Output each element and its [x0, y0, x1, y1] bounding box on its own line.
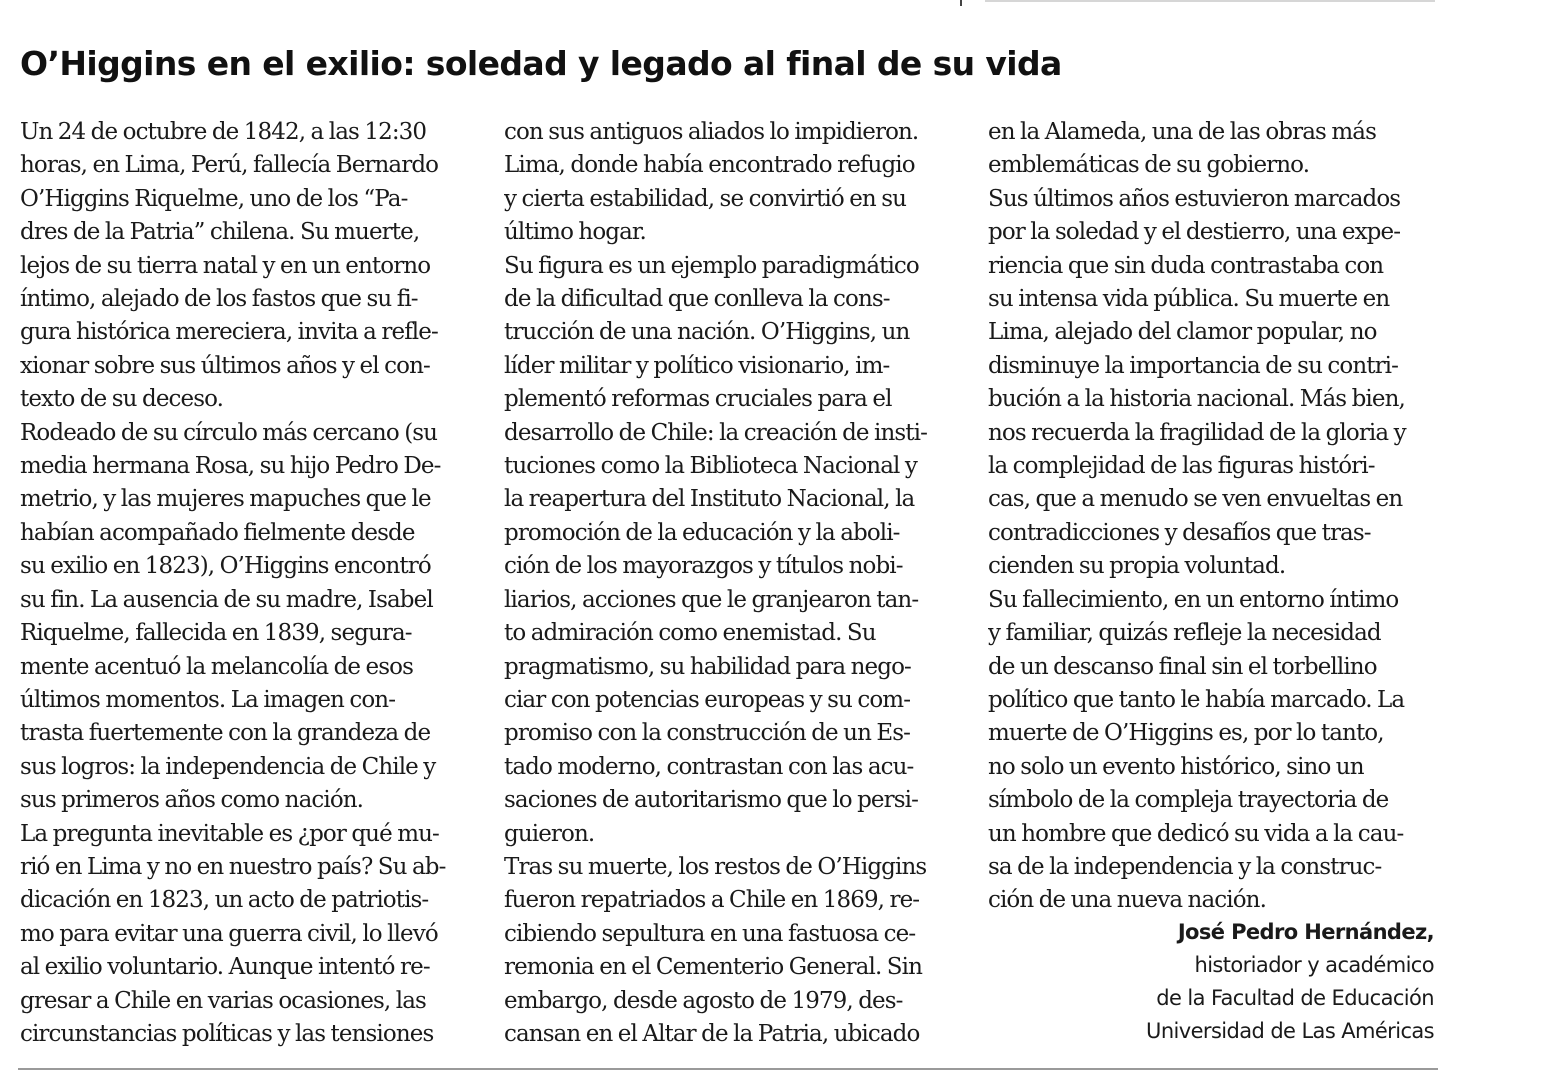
- article-text-line: trasta fuertemente con la grandeza de: [20, 720, 431, 747]
- article-text-line: dres de la Patria” chilena. Su muerte,: [20, 219, 420, 246]
- article-text-line: promiso con la construcción de un Es-: [504, 720, 911, 747]
- article-text-line: tado moderno, contrastan con las acu-: [504, 753, 914, 780]
- article-text-line: la reapertura del Instituto Nacional, la: [504, 486, 915, 513]
- article-text-line: mo para evitar una guerra civil, lo llevó: [20, 920, 438, 947]
- article-text-line: promoción de la educación y la aboli-: [504, 519, 900, 546]
- article-text-line: lejos de su tierra natal y en un entorno: [20, 252, 431, 279]
- author-name: José Pedro Hernández,: [1177, 920, 1434, 944]
- article-text-line: media hermana Rosa, su hijo Pedro De-: [20, 453, 441, 480]
- article-text-line: gura histórica mereciera, invita a refle-: [20, 319, 438, 346]
- article-text-line: texto de su deceso.: [20, 386, 224, 413]
- author-university: Universidad de Las Américas: [1146, 1019, 1434, 1043]
- article-text-line: Un 24 de octubre de 1842, a las 12:30: [20, 119, 427, 145]
- article-text-line: un hombre que dedicó su vida a la cau-: [988, 820, 1404, 847]
- article-text-line: contradicciones y desafíos que tras-: [988, 519, 1371, 546]
- article-text-line: Riquelme, fallecida en 1839, segura-: [20, 620, 412, 647]
- article-text-line: símbolo de la compleja trayectoria de: [988, 787, 1389, 814]
- article-text-line: cibiendo sepultura en una fastuosa ce-: [504, 920, 916, 947]
- article-text-line: político que tanto le había marcado. La: [988, 686, 1405, 713]
- top-divider-tick: [960, 0, 962, 6]
- article-text-line: en la Alameda, una de las obras más: [988, 119, 1376, 145]
- article-text-line: Lima, alejado del clamor popular, no: [988, 319, 1377, 346]
- top-divider-rule: [985, 0, 1435, 6]
- article-text-line: líder militar y político visionario, im-: [504, 352, 890, 379]
- article-column-1: [20, 116, 480, 1051]
- author-role: historiador y académico: [1194, 953, 1434, 977]
- article-text-line: su fin. La ausencia de su madre, Isabel: [20, 586, 433, 613]
- article-text-line: to admiración como enemistad. Su: [504, 620, 876, 647]
- article-text-line: por la soledad y el destierro, una expe-: [988, 219, 1401, 246]
- article-text-line: guieron.: [504, 820, 595, 847]
- article-text-line: trucción de una nación. O’Higgins, un: [504, 319, 910, 346]
- article-text-line: de un descanso final sin el torbellino: [988, 653, 1377, 680]
- article-text-line: con sus antiguos aliados lo impidieron.: [504, 119, 919, 145]
- article-text-line: ciar con potencias europeas y su com-: [504, 686, 911, 713]
- article-text-line: tuciones como la Biblioteca Nacional y: [504, 453, 917, 480]
- article-text-line: la complejidad de las figuras históri-: [988, 453, 1375, 480]
- article-text-line: nos recuerda la fragilidad de la gloria y: [988, 419, 1406, 446]
- article-text-line: cienden su propia voluntad.: [988, 553, 1286, 580]
- article-column-2: [504, 116, 964, 1051]
- article-text-line: al exilio voluntario. Aunque intentó re-: [20, 954, 430, 981]
- article-text-line: Rodeado de su círculo más cercano (su: [20, 419, 438, 446]
- article-text-line: cansan en el Altar de la Patria, ubicado: [504, 1020, 920, 1047]
- article-text-line: íntimo, alejado de los fastos que su fi-: [20, 286, 418, 313]
- article-text-line: Sus últimos años estuvieron marcados: [988, 185, 1401, 212]
- article-text-line: Su fallecimiento, en un entorno íntimo: [988, 586, 1399, 613]
- article-text-line: sa de la independencia y la construc-: [988, 853, 1382, 880]
- article-text-line: ción de los mayorazgos y títulos nobi-: [504, 553, 903, 580]
- article-text-line: riencia que sin duda contrastaba con: [988, 252, 1384, 279]
- article-text-line: saciones de autoritarismo que lo persi-: [504, 787, 918, 814]
- article-text-line: bución a la historia nacional. Más bien,: [988, 386, 1405, 413]
- article-text-line: disminuye la importancia de su contri-: [988, 352, 1399, 379]
- article-text-line: desarrollo de Chile: la creación de insti-: [504, 419, 927, 446]
- article-text-line: su intensa vida pública. Su muerte en: [988, 286, 1390, 313]
- article-text-line: La pregunta inevitable es ¿por qué mu-: [20, 820, 439, 847]
- bottom-divider-rule: [18, 1065, 1438, 1070]
- article-text-line: remonia en el Cementerio General. Sin: [504, 954, 922, 981]
- article-text-line: embargo, desde agosto de 1979, des-: [504, 987, 903, 1014]
- article-text-line: sus logros: la independencia de Chile y: [20, 753, 436, 780]
- article-text-line: muerte de O’Higgins es, por lo tanto,: [988, 720, 1384, 747]
- article-text-line: habían acompañado fielmente desde: [20, 519, 415, 546]
- article-text-line: último hogar.: [504, 219, 646, 246]
- article-text-line: Su figura es un ejemplo paradigmático: [504, 252, 919, 279]
- article-text-line: mente acentuó la melancolía de esos: [20, 653, 413, 680]
- article-text-line: ción de una nueva nación.: [988, 887, 1266, 914]
- author-signature: [1146, 916, 1434, 1048]
- article-text-line: plementó reformas cruciales para el: [504, 386, 892, 413]
- article-text-line: no solo un evento histórico, sino un: [988, 753, 1364, 780]
- author-faculty: de la Facultad de Educación: [1156, 986, 1434, 1010]
- article-text-line: pragmatismo, su habilidad para nego-: [504, 653, 911, 680]
- article-text-line: cas, que a menudo se ven envueltas en: [988, 486, 1403, 513]
- article-text-line: dicación en 1823, un acto de patriotis-: [20, 887, 429, 914]
- article-text-line: y cierta estabilidad, se convirtió en su: [504, 185, 907, 212]
- article-text-line: gresar a Chile en varias ocasiones, las: [20, 987, 426, 1014]
- article-text-line: su exilio en 1823), O’Higgins encontró: [20, 553, 431, 580]
- article-text-line: sus primeros años como nación.: [20, 787, 364, 814]
- article-text-line: Tras su muerte, los restos de O’Higgins: [504, 853, 927, 880]
- article-headline: O’Higgins en el exilio: soledad y legado al final de su vida: [20, 44, 1062, 83]
- article-column-3: [988, 116, 1448, 918]
- article-text-line: fueron repatriados a Chile en 1869, re-: [504, 887, 920, 914]
- article-text-line: O’Higgins Riquelme, uno de los “Pa-: [20, 185, 408, 212]
- article-text-line: emblemáticas de su gobierno.: [988, 152, 1310, 179]
- article-text-line: rió en Lima y no en nuestro país? Su ab-: [20, 853, 446, 880]
- article-text-line: últimos momentos. La imagen con-: [20, 686, 396, 713]
- article-text-line: circunstancias políticas y las tensiones: [20, 1020, 434, 1047]
- article-text-line: liarios, acciones que le granjearon tan-: [504, 586, 919, 613]
- article-text-line: y familiar, quizás refleje la necesidad: [988, 620, 1381, 647]
- article-text-line: xionar sobre sus últimos años y el con-: [20, 352, 430, 379]
- article-text-line: horas, en Lima, Perú, fallecía Bernardo: [20, 152, 439, 179]
- article-text-line: Lima, donde había encontrado refugio: [504, 152, 915, 179]
- article-text-line: de la dificultad que conlleva la cons-: [504, 286, 890, 313]
- article-text-line: metrio, y las mujeres mapuches que le: [20, 486, 431, 513]
